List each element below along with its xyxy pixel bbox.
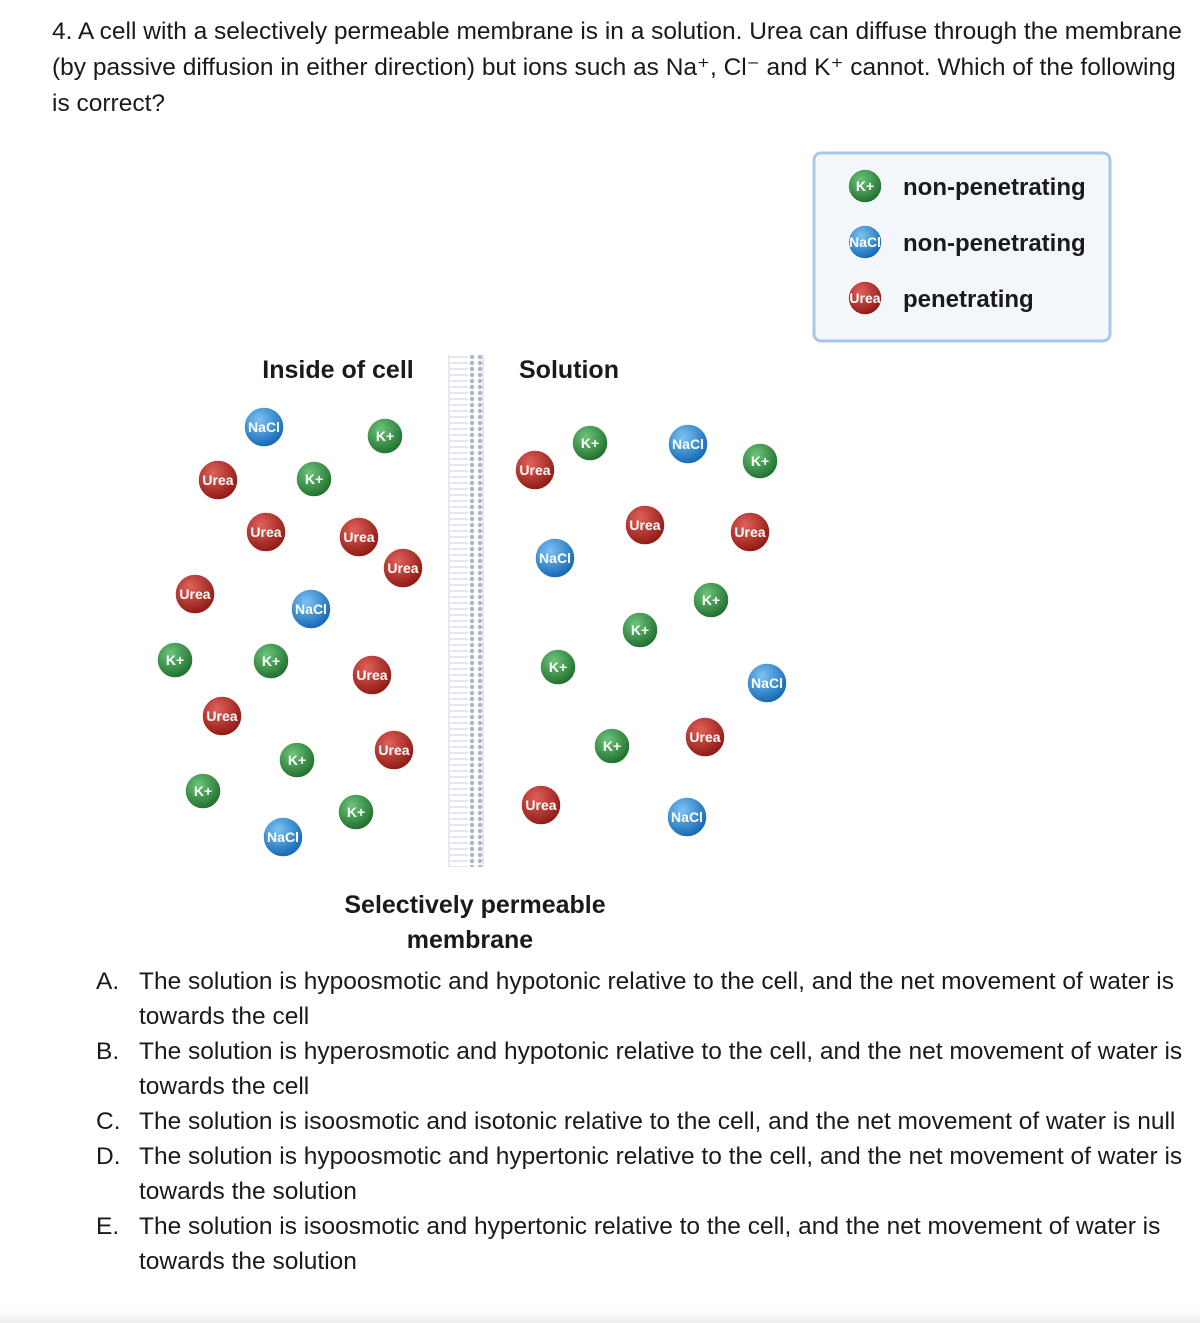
molecule-urea bbox=[202, 696, 242, 736]
answer-letter: E. bbox=[96, 1213, 120, 1240]
molecule-k bbox=[157, 642, 193, 678]
molecule-urea bbox=[339, 517, 379, 557]
answer-text: The solution is hypoosmotic and hypotonic relative to the cell, and the net movement of water is towards the cell bbox=[139, 968, 1175, 1030]
answer-option-b[interactable] bbox=[96, 1034, 1186, 1104]
svg-text:Urea: Urea bbox=[519, 462, 551, 478]
answer-option-d[interactable] bbox=[96, 1139, 1186, 1209]
molecule-k bbox=[572, 425, 608, 461]
svg-text:Urea: Urea bbox=[343, 529, 375, 545]
svg-text:K+: K+ bbox=[165, 652, 185, 668]
molecule-nacl bbox=[263, 817, 303, 857]
answer-text: The solution is isoosmotic and isotonic relative to the cell, and the net movement of water is null bbox=[139, 1108, 1176, 1135]
molecule-urea bbox=[198, 460, 238, 500]
molecule-k bbox=[540, 649, 576, 685]
legend bbox=[814, 153, 1110, 341]
answer-option-c[interactable] bbox=[96, 1104, 1186, 1139]
molecule-urea bbox=[625, 505, 665, 545]
molecule-urea bbox=[374, 730, 414, 770]
molecule-urea bbox=[352, 655, 392, 695]
svg-text:K+: K+ bbox=[602, 738, 622, 754]
svg-text:K+: K+ bbox=[287, 752, 307, 768]
svg-text:NaCl: NaCl bbox=[295, 601, 327, 617]
molecule-urea bbox=[521, 785, 561, 825]
inside-of-cell-label: Inside of cell bbox=[262, 356, 414, 384]
molecule-nacl bbox=[244, 407, 284, 447]
answer-option-e[interactable] bbox=[96, 1209, 1186, 1279]
svg-text:Urea: Urea bbox=[734, 524, 766, 540]
molecule-urea bbox=[685, 717, 725, 757]
bottom-edge-shadow bbox=[0, 1309, 1200, 1323]
svg-text:Urea: Urea bbox=[629, 517, 661, 533]
molecule-urea bbox=[730, 512, 770, 552]
svg-text:NaCl: NaCl bbox=[539, 550, 571, 566]
answer-letter: C. bbox=[96, 1108, 121, 1135]
svg-text:K+: K+ bbox=[346, 804, 366, 820]
inside-molecules bbox=[157, 407, 423, 857]
answer-letter: D. bbox=[96, 1143, 121, 1170]
molecule-urea bbox=[246, 512, 286, 552]
molecule-urea bbox=[175, 574, 215, 614]
molecule-nacl bbox=[535, 538, 575, 578]
legend-symbol-nacl: NaCl bbox=[849, 234, 881, 250]
solution-molecules bbox=[515, 424, 787, 837]
svg-text:Urea: Urea bbox=[387, 560, 419, 576]
svg-text:NaCl: NaCl bbox=[751, 675, 783, 691]
svg-text:NaCl: NaCl bbox=[671, 809, 703, 825]
molecule-nacl bbox=[747, 663, 787, 703]
svg-text:K+: K+ bbox=[304, 471, 324, 487]
legend-text-k: non-penetrating bbox=[903, 174, 1086, 201]
svg-text:K+: K+ bbox=[548, 659, 568, 675]
svg-text:Urea: Urea bbox=[179, 586, 211, 602]
svg-text:K+: K+ bbox=[261, 653, 281, 669]
svg-text:K+: K+ bbox=[193, 783, 213, 799]
molecule-k bbox=[742, 443, 778, 479]
membrane-label-line2: membrane bbox=[406, 926, 534, 954]
molecule-k bbox=[185, 773, 221, 809]
answer-letter: B. bbox=[96, 1038, 120, 1065]
answer-choices bbox=[96, 964, 1186, 1279]
answer-option-a[interactable] bbox=[96, 964, 1186, 1034]
selectively-permeable-membrane bbox=[449, 355, 483, 867]
question-text: 4. A cell with a selectively permeable membrane is in a solution. Urea can diffuse through the membrane (by passive diffusion in either direction) but ions such as Na⁺, Cl⁻ and K⁺ cannot. Which of the following is correct? bbox=[52, 18, 1182, 117]
svg-text:NaCl: NaCl bbox=[672, 436, 704, 452]
answer-text: The solution is hypoosmotic and hypertonic relative to the cell, and the net movement of water is towards the solution bbox=[139, 1143, 1183, 1205]
svg-text:Urea: Urea bbox=[206, 708, 238, 724]
molecule-k bbox=[253, 643, 289, 679]
molecule-nacl bbox=[291, 589, 331, 629]
molecule-k bbox=[367, 418, 403, 454]
svg-text:Urea: Urea bbox=[250, 524, 282, 540]
answer-text: The solution is isoosmotic and hypertonic relative to the cell, and the net movement of water is towards the solution bbox=[139, 1213, 1161, 1275]
molecule-k bbox=[338, 794, 374, 830]
legend-item-urea bbox=[848, 281, 1034, 315]
legend-symbol-urea: Urea bbox=[849, 290, 881, 306]
svg-text:Urea: Urea bbox=[356, 667, 388, 683]
membrane-label-line1: Selectively permeable bbox=[344, 891, 606, 919]
osmosis-diagram bbox=[0, 140, 1200, 960]
molecule-k bbox=[594, 728, 630, 764]
molecule-k bbox=[279, 742, 315, 778]
svg-text:K+: K+ bbox=[375, 428, 395, 444]
svg-text:Urea: Urea bbox=[525, 797, 557, 813]
legend-text-urea: penetrating bbox=[903, 286, 1034, 313]
solution-label: Solution bbox=[519, 356, 619, 384]
svg-text:Urea: Urea bbox=[202, 472, 234, 488]
answer-letter: A. bbox=[96, 968, 120, 995]
legend-symbol-k: K+ bbox=[855, 178, 875, 194]
molecule-nacl bbox=[668, 424, 708, 464]
molecule-k bbox=[296, 461, 332, 497]
svg-text:Urea: Urea bbox=[378, 742, 410, 758]
svg-text:K+: K+ bbox=[630, 622, 650, 638]
svg-text:NaCl: NaCl bbox=[267, 829, 299, 845]
svg-text:NaCl: NaCl bbox=[248, 419, 280, 435]
molecule-urea bbox=[515, 450, 555, 490]
answer-text: The solution is hyperosmotic and hypotonic relative to the cell, and the net movement of water is towards the cell bbox=[139, 1038, 1183, 1100]
svg-text:Urea: Urea bbox=[689, 729, 721, 745]
molecule-k bbox=[622, 612, 658, 648]
molecule-nacl bbox=[667, 797, 707, 837]
molecule-k bbox=[693, 582, 729, 618]
svg-text:K+: K+ bbox=[701, 592, 721, 608]
svg-text:K+: K+ bbox=[580, 435, 600, 451]
molecule-urea bbox=[383, 548, 423, 588]
svg-text:K+: K+ bbox=[750, 453, 770, 469]
legend-text-nacl: non-penetrating bbox=[903, 230, 1086, 257]
